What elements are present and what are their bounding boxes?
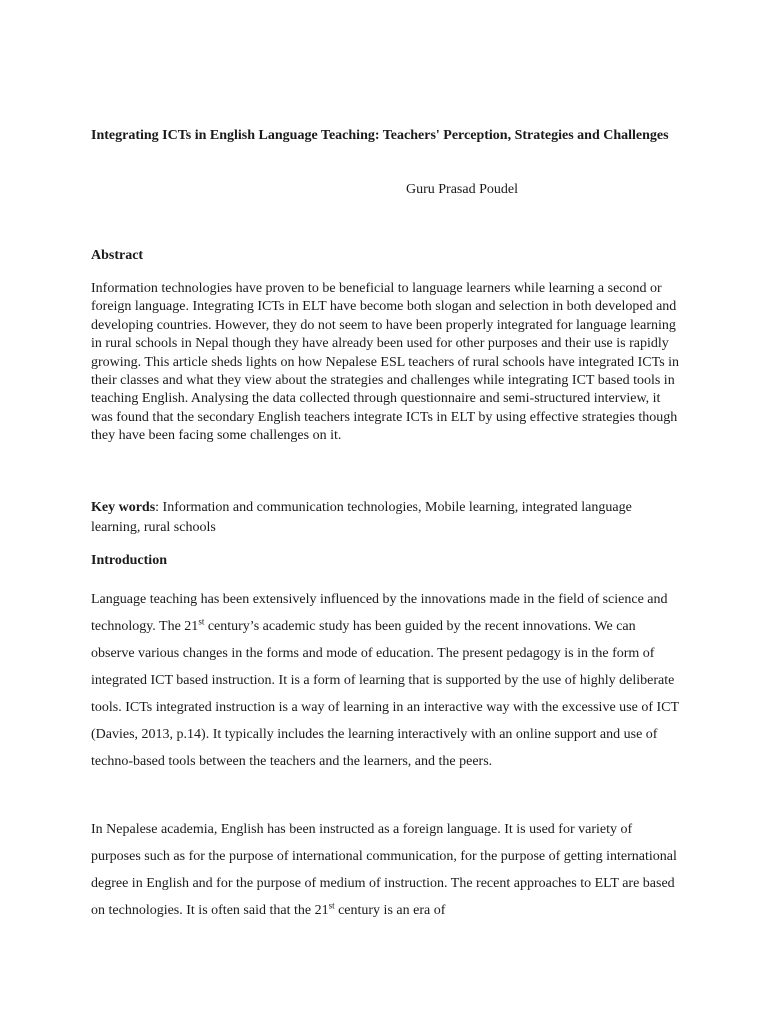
author-name: Guru Prasad Poudel: [406, 182, 518, 197]
paper-title: Integrating ICTs in English Language Teaching: Teachers' Perception, Strategies and Challenges: [91, 128, 669, 143]
intro-p1-text-b: century’s academic study has been guided by the recent innovations. We can observe various changes in the forms and mode of education. The present pedagogy is in the form of integrated ICT based instruction. It is a form of learning that is supported by the use of highly deliberate tools. ICTs integrated instruction is a way of learning in an interactive way with the excessive use of ICT (Davies, 2013, p.14). It typically includes the learning interactively with an online support and use of techno-based tools between the teachers and the learners, and the peers.: [91, 619, 679, 769]
introduction-paragraph-1: [91, 586, 681, 775]
intro-p2-text-a: In Nepalese academia, English has been instructed as a foreign language. It is used for variety of purposes such as for the purpose of international communication, for the purpose of getting international degree in English and for the purpose of medium of instruction. The recent approaches to ELT are based on technologies. It is often said that the 21: [91, 822, 677, 918]
intro-p1-text-a: Language teaching has been extensively influenced by the innovations made in the field of science and technology. The 21: [91, 592, 668, 634]
abstract-heading: Abstract: [91, 248, 144, 263]
intro-p1-superscript: st: [198, 616, 205, 627]
keywords-text: : Information and communication technologies, Mobile learning, integrated language learning, rural schools: [91, 500, 632, 535]
intro-p2-text-b: century is an era of: [334, 903, 446, 918]
keywords-paragraph: [91, 498, 681, 538]
introduction-heading: Introduction: [91, 553, 167, 568]
abstract-text: Information technologies have proven to be beneficial to language learners while learning a second or foreign language. Integrating ICTs in ELT have become both slogan and selection in both developed and developing countries. However, they do not seem to have been properly integrated for language learning in rural schools in Nepal though they have already been used for other purposes and their use is rapidly growing. This article sheds lights on how Nepalese ESL teachers of rural schools have integrated ICTs in their classes and what they view about the strategies and challenges while integrating ICT based tools in teaching English. Analysing the data collected through questionnaire and semi-structured interview, it was found that the secondary English teachers integrate ICTs in ELT by using effective strategies though they have been facing some challenges on it.: [91, 281, 680, 444]
intro-p2-superscript: st: [328, 900, 335, 911]
introduction-paragraph-2: [91, 816, 681, 924]
keywords-label: Key words: [91, 500, 156, 515]
